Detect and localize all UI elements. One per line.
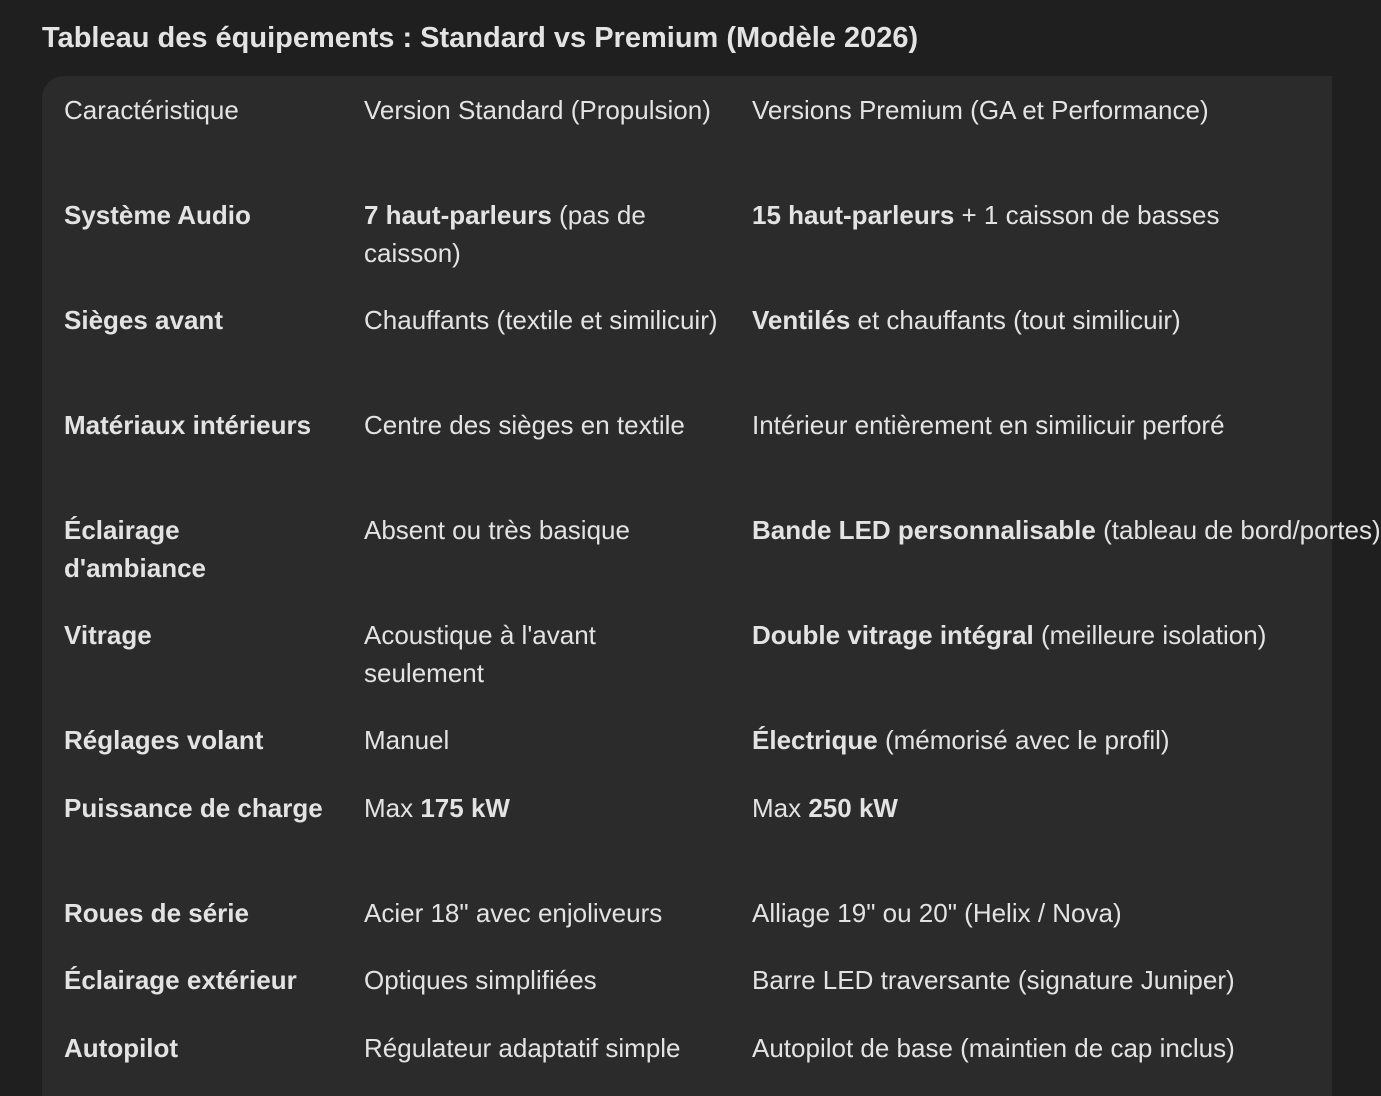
row-label: Système Audio xyxy=(64,200,251,230)
cell-text: Optiques simplifiées xyxy=(364,965,597,995)
table-row xyxy=(42,879,1317,946)
cell-premium xyxy=(736,774,1317,879)
page-title: Tableau des équipements : Standard vs Premium (Modèle 2026) xyxy=(42,22,919,54)
cell-standard xyxy=(342,286,736,391)
header-cell-premium: Versions Premium (GA et Performance) xyxy=(752,95,1209,125)
comparison-table-container xyxy=(42,76,1381,1096)
cell-premium xyxy=(736,496,1381,601)
cell-text: et chauffants (tout similicuir) xyxy=(850,305,1181,335)
cell-text: Absent ou très basique xyxy=(364,515,630,545)
comparison-table xyxy=(42,76,1381,1082)
cell-emphasis: Ventilés xyxy=(752,305,851,335)
cell-emphasis: 175 kW xyxy=(420,793,510,823)
table-row xyxy=(42,774,1317,879)
cell-emphasis: 250 kW xyxy=(808,793,898,823)
table-row xyxy=(42,1014,1317,1082)
cell-standard xyxy=(342,879,736,946)
cell-text: Alliage 19" ou 20" (Helix / Nova) xyxy=(752,898,1122,928)
cell-text: (mémorisé avec le profil) xyxy=(877,725,1170,755)
cell-standard xyxy=(342,496,736,601)
cell-premium xyxy=(736,1014,1317,1082)
table-row xyxy=(42,946,1317,1014)
cell-emphasis: 7 haut-parleurs xyxy=(364,200,552,230)
cell-emphasis: 15 haut-parleurs xyxy=(752,200,955,230)
cell-emphasis: Bande LED personnalisable xyxy=(752,515,1096,545)
cell-text: (tableau de bord/portes) xyxy=(1095,515,1381,545)
row-label: Roues de série xyxy=(64,898,249,928)
cell-standard xyxy=(342,391,736,496)
cell-text: (pas de caisson) xyxy=(364,200,646,268)
cell-standard xyxy=(342,181,736,286)
header-cell-standard: Version Standard (Propulsion) xyxy=(364,95,711,125)
cell-premium xyxy=(736,601,1317,706)
table-row xyxy=(42,391,1317,496)
row-label: Éclairage extérieur xyxy=(64,965,297,995)
cell-premium xyxy=(736,706,1317,774)
cell-text: Barre LED traversante (signature Juniper) xyxy=(752,965,1235,995)
cell-text: Chauffants (textile et similicuir) xyxy=(364,305,718,335)
row-label: Matériaux intérieurs xyxy=(64,410,312,440)
table-row xyxy=(42,496,1317,601)
row-label: Puissance de charge xyxy=(64,793,323,823)
cell-prefix: Max xyxy=(752,793,809,823)
table-row xyxy=(42,181,1317,286)
cell-text: Autopilot de base (maintien de cap inclus) xyxy=(752,1033,1235,1063)
cell-standard xyxy=(342,601,736,706)
cell-text: Centre des sièges en textile xyxy=(364,410,685,440)
cell-text: (meilleure isolation) xyxy=(1033,620,1267,650)
row-label: Autopilot xyxy=(64,1033,179,1063)
cell-text: + 1 caisson de basses xyxy=(954,200,1220,230)
cell-emphasis: Double vitrage intégral xyxy=(752,620,1034,650)
table-row xyxy=(42,286,1317,391)
cell-text: Acoustique à l'avant seulement xyxy=(364,620,596,688)
cell-standard xyxy=(342,706,736,774)
row-label: Réglages volant xyxy=(64,725,264,755)
row-label: Sièges avant xyxy=(64,305,223,335)
header-cell-feature: Caractéristique xyxy=(64,95,239,125)
row-label: Vitrage xyxy=(64,620,152,650)
cell-text: Intérieur entièrement en similicuir perforé xyxy=(752,410,1225,440)
row-label: Éclairage d'ambiance xyxy=(64,515,207,583)
cell-premium xyxy=(736,181,1317,286)
cell-standard xyxy=(342,1014,736,1082)
table-header-row xyxy=(42,76,1317,181)
cell-text: Acier 18" avec enjoliveurs xyxy=(364,898,663,928)
cell-premium xyxy=(736,286,1317,391)
cell-standard xyxy=(342,946,736,1014)
cell-premium xyxy=(736,879,1317,946)
cell-standard xyxy=(342,774,736,879)
cell-text: Manuel xyxy=(364,725,450,755)
cell-prefix: Max xyxy=(364,793,421,823)
cell-premium xyxy=(736,946,1317,1014)
table-row xyxy=(42,706,1317,774)
cell-premium xyxy=(736,391,1317,496)
cell-emphasis: Électrique xyxy=(752,725,878,755)
table-row xyxy=(42,601,1317,706)
cell-text: Régulateur adaptatif simple xyxy=(364,1033,681,1063)
